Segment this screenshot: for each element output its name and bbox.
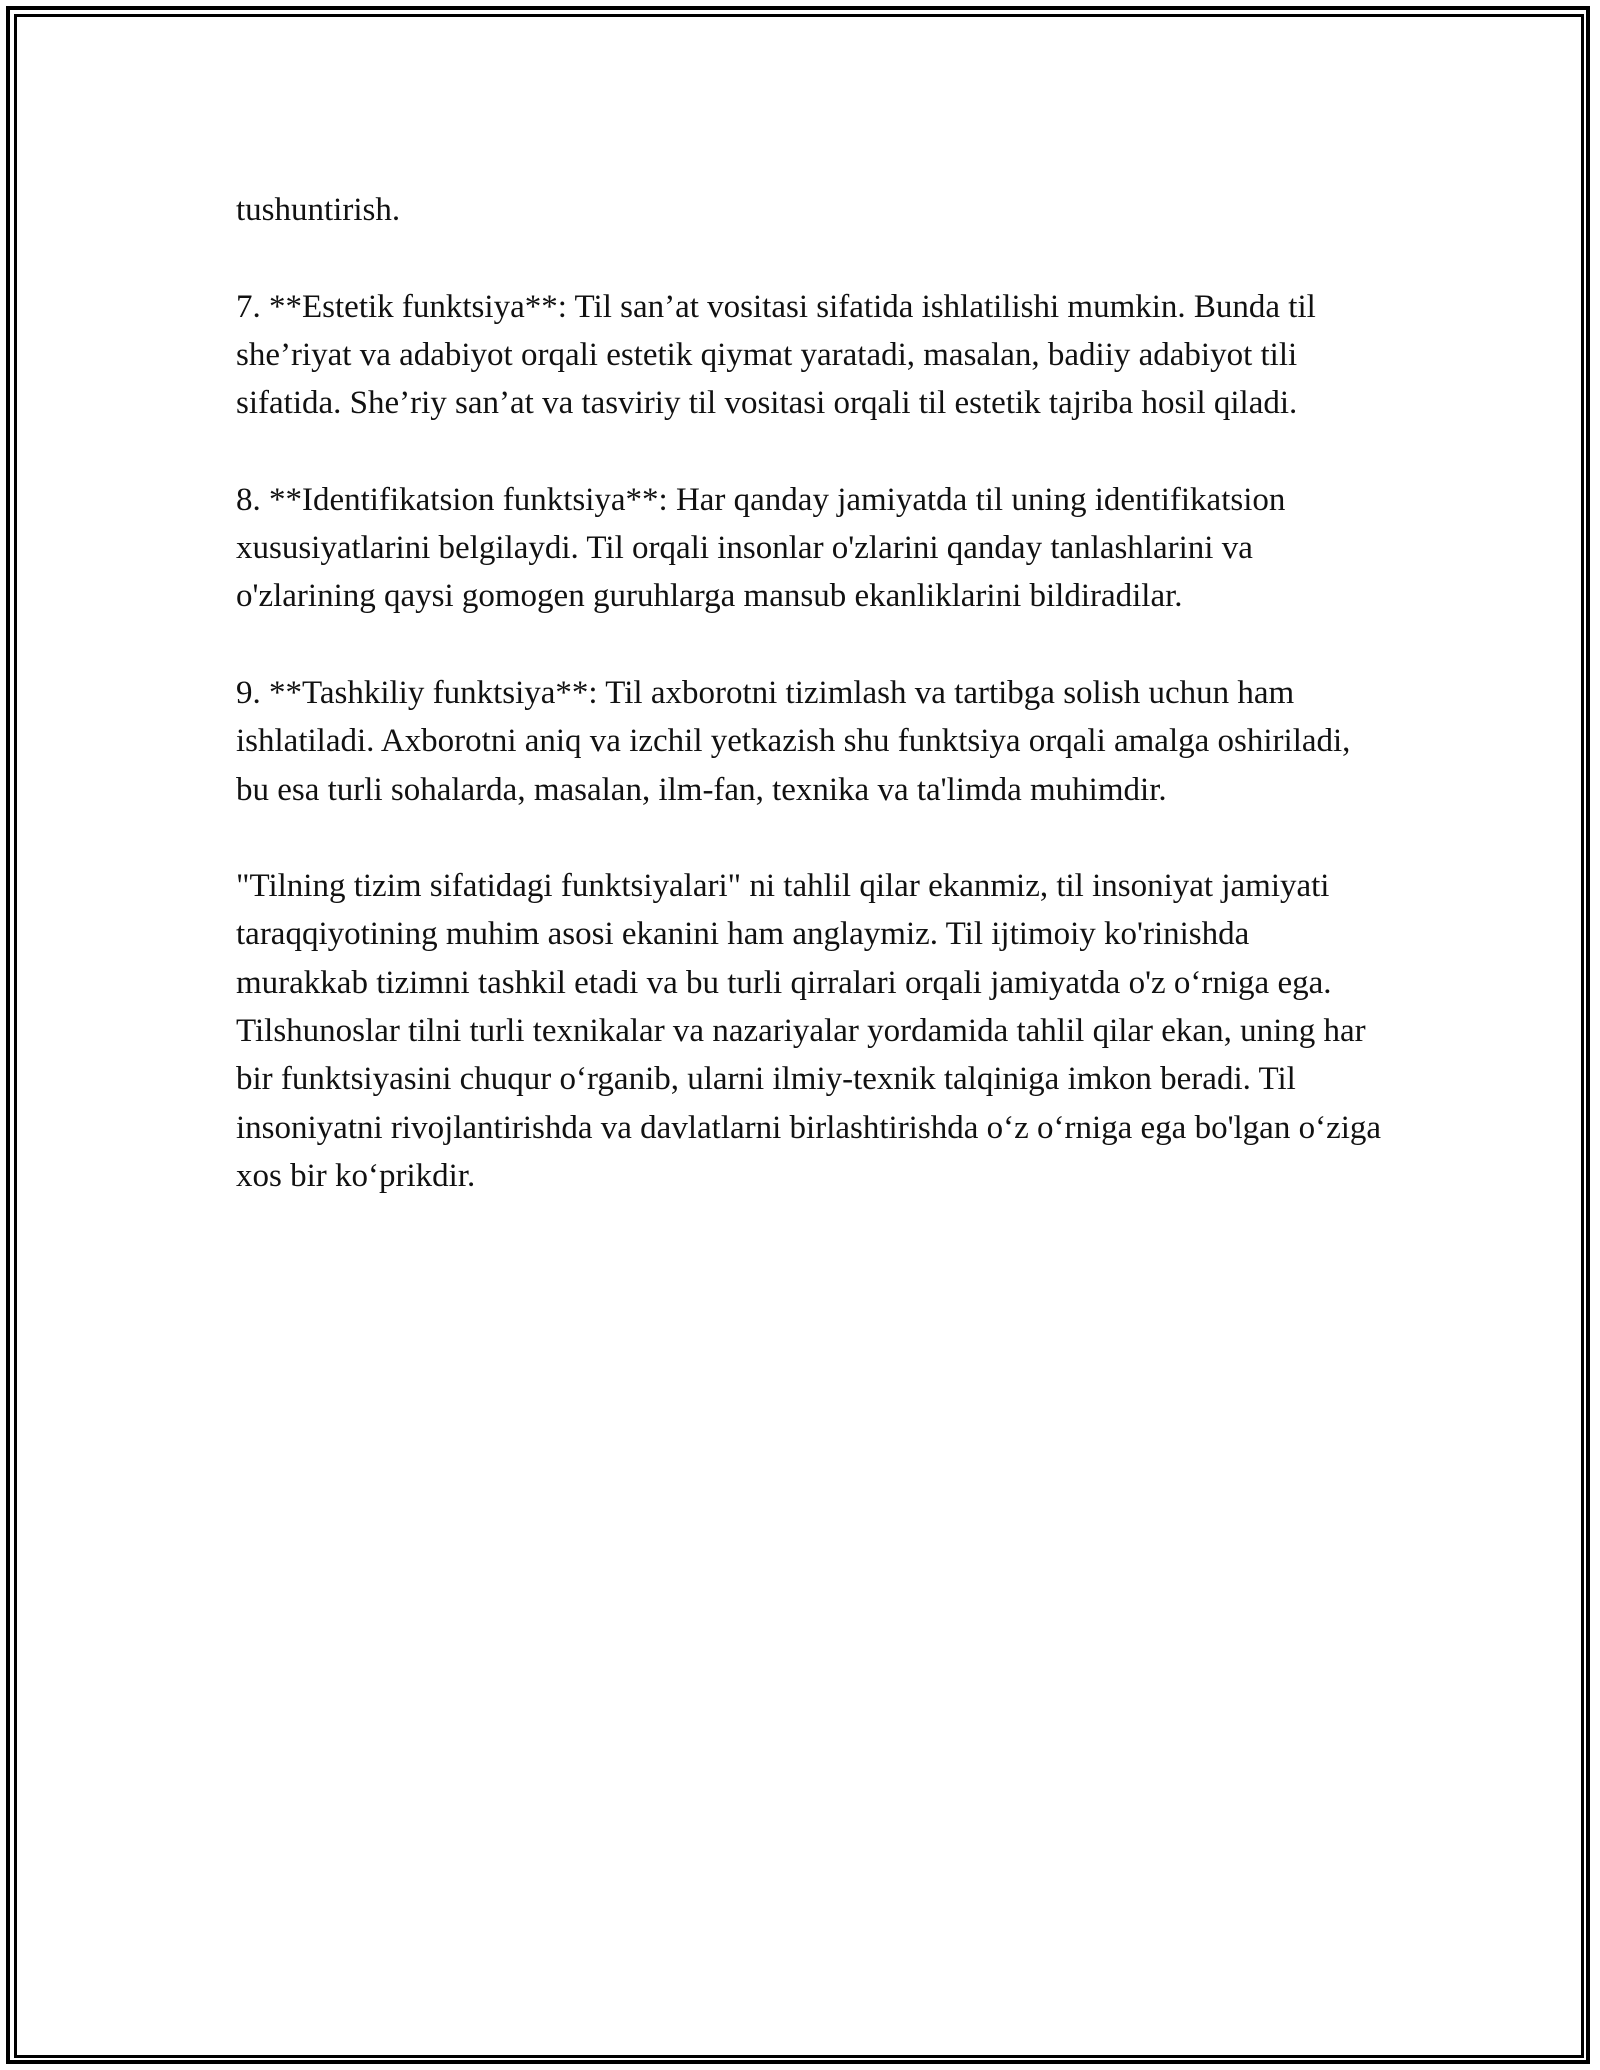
paragraph-item-9-organizational-function: 9. **Tashkiliy funktsiya**: Til axborotni tizimlash va tartibga solish uchun ham ishlatiladi. Axborotni aniq va izchil yetkazish shu funktsiya orqali amalga oshiriladi, bu esa turli sohalarda, masalan, ilm-fan, texnika va ta'limda muhimdir. xyxy=(236,674,1351,808)
paragraph-item-7-aesthetic-function: 7. **Estetik funktsiya**: Til san’at vositasi sifatida ishlatilishi mumkin. Bunda til she’riyat va adabiyot orqali estetik qiymat yaratadi, masalan, badiiy adabiyot tili sifatida. She’riy san’at va tasviriy til vositasi orqali til estetik tajriba hosil qiladi. xyxy=(236,288,1316,422)
paragraph-continuation: tushuntirish. xyxy=(236,192,401,228)
paragraph-conclusion: "Tilning tizim sifatidagi funktsiyalari" ni tahlil qilar ekanmiz, til insoniyat jamiyati taraqqiyotining muhim asosi ekanini ham anglaymiz. Til ijtimoiy ko'rinishda murakkab tizimni tashkil etadi va bu turli qirralari orqali jamiyatda o'z o‘rniga ega. Tilshunoslar tilni turli texnikalar va nazariyalar yordamida tahlil qilar ekan, uning har bir funktsiyasini chuqur o‘rganib, ularni ilmiy-texnik talqiniga imkon beradi. Til insoniyatni rivojlantirishda va davlatlarni birlashtirishda o‘z o‘rniga ega bo'lgan o‘ziga xos bir ko‘prikdir. xyxy=(236,868,1382,1194)
paragraph-item-8-identification-function: 8. **Identifikatsion funktsiya**: Har qanday jamiyatda til uning identifikatsion xususiyatlarini belgilaydi. Til orqali insonlar o'zlarini qanday tanlashlarini va o'zlarining qaysi gomogen guruhlarga mansub ekanliklarini bildiradilar. xyxy=(236,481,1286,615)
document-body xyxy=(236,186,1386,1200)
